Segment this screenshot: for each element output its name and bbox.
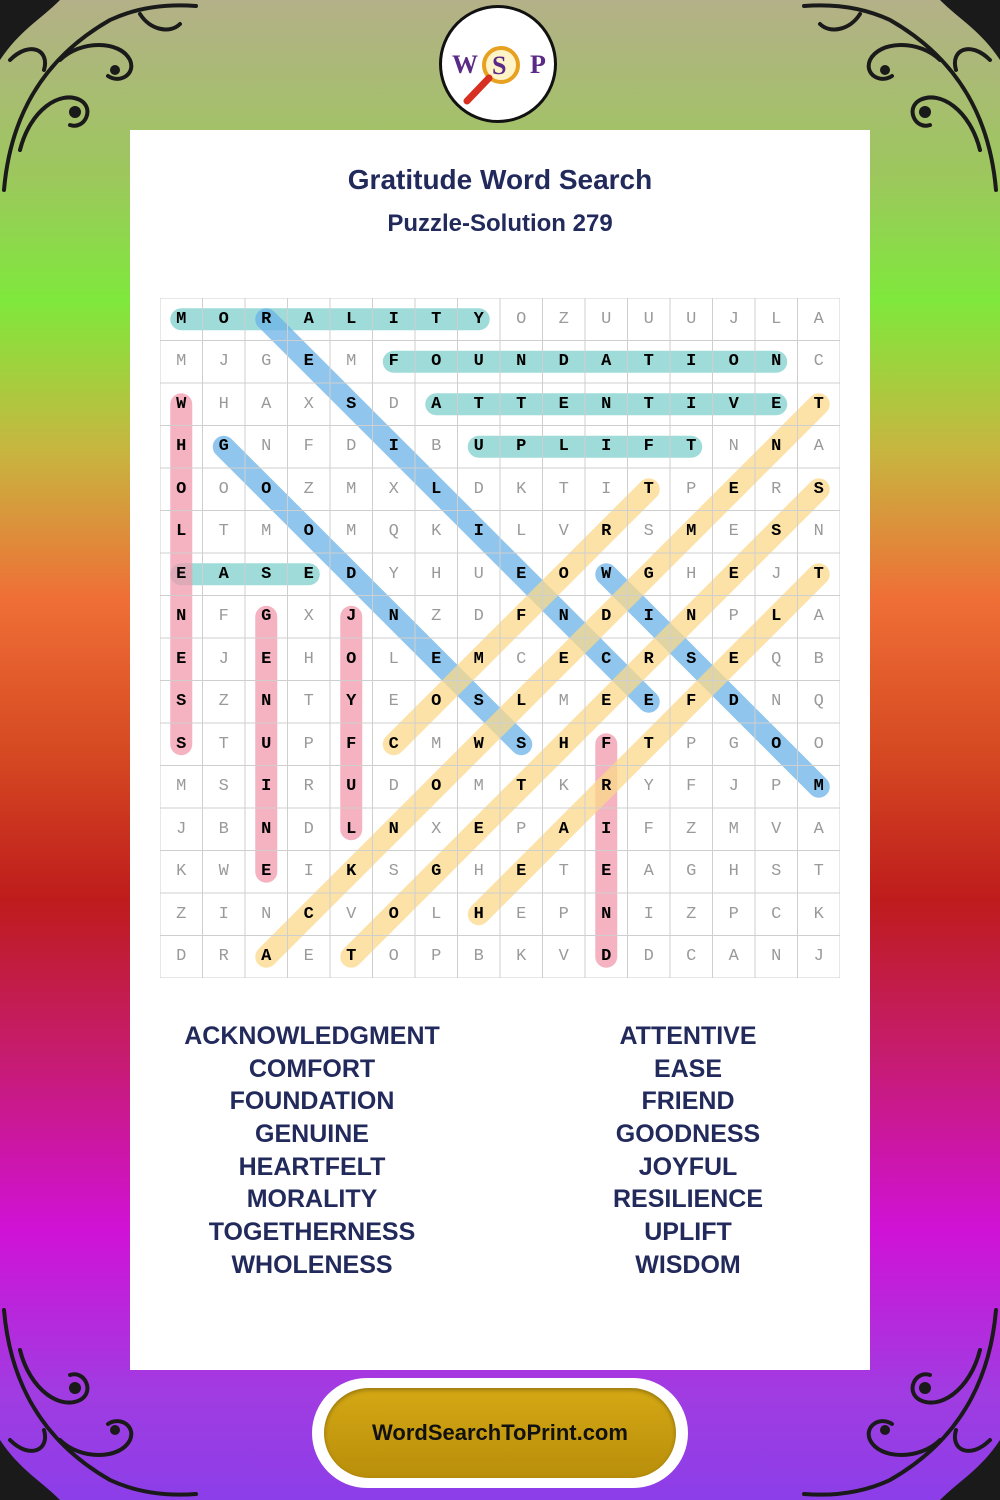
grid-cell[interactable]: T <box>431 309 442 329</box>
grid-cell[interactable]: Z <box>218 692 229 712</box>
grid-cell[interactable]: H <box>431 564 442 584</box>
grid-cell[interactable]: D <box>473 607 484 627</box>
grid-cell[interactable]: U <box>601 309 612 329</box>
grid-cell[interactable]: J <box>813 947 824 967</box>
grid-cell[interactable]: U <box>261 734 272 754</box>
grid-cell[interactable]: F <box>303 437 314 457</box>
grid-cell[interactable]: Q <box>771 649 782 669</box>
grid-cell[interactable]: I <box>388 309 399 329</box>
word-list-right <box>528 1020 848 1282</box>
grid-cell[interactable]: N <box>686 607 697 627</box>
grid-cell[interactable]: I <box>473 522 484 542</box>
grid-cell[interactable]: U <box>473 564 484 584</box>
grid-cell[interactable]: C <box>813 352 824 372</box>
grid-cell[interactable]: E <box>176 649 187 669</box>
word-search-grid <box>160 298 840 978</box>
grid-cell[interactable]: S <box>643 522 654 542</box>
grid-cell[interactable]: T <box>473 394 484 414</box>
grid-cell[interactable]: W <box>218 862 229 882</box>
grid-cell[interactable]: U <box>346 777 357 797</box>
word-list-item: COMFORT <box>248 1054 376 1083</box>
grid-cell[interactable]: N <box>771 947 782 967</box>
grid-cell[interactable]: O <box>218 479 229 499</box>
logo-letter-p: P <box>530 50 546 79</box>
grid-cell[interactable]: Z <box>303 479 314 499</box>
grid-cell[interactable]: J <box>728 777 739 797</box>
grid-cell[interactable]: Y <box>473 309 484 329</box>
grid-cell[interactable]: Z <box>431 607 442 627</box>
grid-cell[interactable]: T <box>516 777 527 797</box>
grid-cell[interactable]: T <box>643 394 654 414</box>
grid-cell[interactable]: E <box>558 394 569 414</box>
grid-cell[interactable]: A <box>813 437 824 457</box>
grid-cell[interactable]: D <box>346 437 357 457</box>
grid-cell[interactable]: M <box>813 777 824 797</box>
grid-cell[interactable]: D <box>388 777 399 797</box>
grid-cell[interactable]: A <box>813 607 824 627</box>
grid-cell[interactable]: L <box>771 309 782 329</box>
grid-cell[interactable]: N <box>261 692 272 712</box>
grid-cell[interactable]: S <box>473 692 484 712</box>
grid-cell[interactable]: K <box>176 862 187 882</box>
grid-cell[interactable]: H <box>176 437 187 457</box>
grid-cell[interactable]: M <box>346 352 357 372</box>
grid-cell[interactable]: I <box>303 862 314 882</box>
grid-cell[interactable]: L <box>388 649 399 669</box>
grid-cell[interactable]: A <box>643 862 654 882</box>
grid-cell[interactable]: M <box>176 352 187 372</box>
grid-cell[interactable]: B <box>813 649 824 669</box>
grid-cell[interactable]: G <box>643 564 654 584</box>
logo-letter-w: W <box>452 50 478 79</box>
page-title: Gratitude Word Search <box>347 164 653 195</box>
grid-cell[interactable]: E <box>516 904 527 924</box>
grid-cell[interactable]: Z <box>686 819 697 839</box>
grid-cell[interactable]: M <box>176 309 187 329</box>
grid-cell[interactable]: J <box>218 352 229 372</box>
grid-cell[interactable]: M <box>261 522 272 542</box>
grid-cell[interactable]: H <box>473 904 484 924</box>
grid-cell[interactable]: S <box>771 522 782 542</box>
grid-cell[interactable]: F <box>346 734 357 754</box>
grid-cell[interactable]: M <box>176 777 187 797</box>
grid-cell[interactable]: A <box>261 394 272 414</box>
grid-cell[interactable]: L <box>771 607 782 627</box>
grid-cell[interactable]: Y <box>346 692 357 712</box>
grid-letters <box>160 298 840 978</box>
grid-cell[interactable]: E <box>176 564 187 584</box>
grid-cell[interactable]: E <box>558 649 569 669</box>
grid-cell[interactable]: I <box>686 352 697 372</box>
grid-cell[interactable]: T <box>218 522 229 542</box>
grid-cell[interactable]: T <box>346 947 357 967</box>
word-list-item: ACKNOWLEDGMENT <box>184 1022 440 1050</box>
grid-cell[interactable]: H <box>473 862 484 882</box>
grid-cell[interactable]: T <box>516 394 527 414</box>
grid-cell[interactable]: P <box>303 734 314 754</box>
grid-cell[interactable]: A <box>218 564 229 584</box>
grid-cell[interactable]: O <box>388 904 399 924</box>
grid-cell[interactable]: P <box>431 947 442 967</box>
grid-cell[interactable]: L <box>516 692 527 712</box>
grid-cell[interactable]: A <box>431 394 442 414</box>
grid-cell[interactable]: M <box>473 777 484 797</box>
grid-cell[interactable]: T <box>813 862 824 882</box>
grid-cell[interactable]: T <box>686 437 697 457</box>
grid-cell[interactable]: O <box>303 522 314 542</box>
grid-cell[interactable]: E <box>431 649 442 669</box>
grid-cell[interactable]: F <box>643 437 654 457</box>
grid-cell[interactable]: I <box>261 777 272 797</box>
grid-cell[interactable]: I <box>601 819 612 839</box>
grid-cell[interactable]: O <box>813 734 824 754</box>
grid-cell[interactable]: J <box>176 819 187 839</box>
grid-cell[interactable]: I <box>643 904 654 924</box>
grid-cell[interactable]: R <box>261 309 272 329</box>
grid-cell[interactable]: C <box>601 649 612 669</box>
grid-cell[interactable]: E <box>303 564 314 584</box>
grid-cell[interactable]: V <box>346 904 357 924</box>
grid-cell[interactable]: O <box>516 309 527 329</box>
grid-cell[interactable]: O <box>728 352 739 372</box>
wsp-logo[interactable] <box>439 5 557 123</box>
grid-cell[interactable]: O <box>771 734 782 754</box>
grid-cell[interactable]: S <box>176 734 187 754</box>
grid-cell[interactable]: C <box>686 947 697 967</box>
grid-cell[interactable]: N <box>176 607 187 627</box>
grid-cell[interactable]: H <box>728 862 739 882</box>
grid-cell[interactable]: X <box>388 479 399 499</box>
word-list-item: GOODNESS <box>615 1120 761 1149</box>
grid-cell[interactable]: E <box>771 394 782 414</box>
grid-cell[interactable]: V <box>558 522 569 542</box>
grid-cell[interactable]: I <box>601 479 612 499</box>
grid-cell[interactable]: O <box>431 692 442 712</box>
grid-cell[interactable]: G <box>261 607 272 627</box>
grid-cell[interactable]: S <box>218 777 229 797</box>
grid-cell[interactable]: H <box>558 734 569 754</box>
grid-cell[interactable]: E <box>728 564 739 584</box>
grid-cell[interactable]: Z <box>176 904 187 924</box>
grid-cell[interactable]: A <box>303 309 314 329</box>
grid-cell[interactable]: L <box>431 479 442 499</box>
word-list-item: UPLIFT <box>644 1218 732 1247</box>
grid-cell[interactable]: N <box>261 819 272 839</box>
grid-cell[interactable]: C <box>516 649 527 669</box>
grid-cell[interactable]: C <box>303 904 314 924</box>
grid-cell[interactable]: K <box>558 777 569 797</box>
grid-cell[interactable]: D <box>558 352 569 372</box>
grid-cell[interactable]: Z <box>686 904 697 924</box>
grid-cell[interactable]: P <box>686 479 697 499</box>
grid-cell[interactable]: T <box>303 692 314 712</box>
word-list-item: WHOLENESS <box>231 1250 393 1279</box>
grid-cell[interactable]: O <box>176 479 187 499</box>
grid-cell[interactable]: L <box>431 904 442 924</box>
grid-cell[interactable]: B <box>218 819 229 839</box>
grid-cell[interactable]: L <box>516 522 527 542</box>
grid-cell[interactable]: R <box>601 522 612 542</box>
grid-cell[interactable]: E <box>728 479 739 499</box>
grid-cell[interactable]: U <box>686 309 697 329</box>
grid-cell[interactable]: S <box>686 649 697 669</box>
grid-cell[interactable]: T <box>643 479 654 499</box>
grid-cell[interactable]: B <box>473 947 484 967</box>
grid-cell[interactable]: K <box>516 479 527 499</box>
grid-cell[interactable]: D <box>303 819 314 839</box>
grid-cell[interactable]: N <box>261 904 272 924</box>
grid-cell[interactable]: A <box>558 819 569 839</box>
grid-cell[interactable]: E <box>601 692 612 712</box>
grid-cell[interactable]: S <box>346 394 357 414</box>
grid-cell[interactable]: O <box>431 777 442 797</box>
grid-cell[interactable]: X <box>303 394 314 414</box>
grid-cell[interactable]: Y <box>643 777 654 797</box>
grid-cell[interactable]: D <box>643 947 654 967</box>
grid-cell[interactable]: F <box>686 692 697 712</box>
grid-cell[interactable]: D <box>346 564 357 584</box>
grid-cell[interactable]: A <box>813 819 824 839</box>
word-list-item: TOGETHERNESS <box>208 1218 416 1247</box>
grid-cell[interactable]: N <box>771 352 782 372</box>
grid-cell[interactable]: M <box>686 522 697 542</box>
grid-cell[interactable]: E <box>728 522 739 542</box>
grid-cell[interactable]: Y <box>388 564 399 584</box>
grid-cell[interactable]: A <box>728 947 739 967</box>
word-list-item: WISDOM <box>635 1250 741 1279</box>
grid-cell[interactable]: F <box>218 607 229 627</box>
grid-cell[interactable]: P <box>516 819 527 839</box>
grid-cell[interactable]: A <box>261 947 272 967</box>
grid-cell[interactable]: K <box>346 862 357 882</box>
grid-cell[interactable]: U <box>473 437 484 457</box>
grid-cell[interactable]: F <box>388 352 399 372</box>
grid-cell[interactable]: G <box>261 352 272 372</box>
grid-cell[interactable]: L <box>346 309 357 329</box>
grid-cell[interactable]: N <box>728 437 739 457</box>
grid-cell[interactable]: J <box>771 564 782 584</box>
grid-cell[interactable]: Q <box>388 522 399 542</box>
grid-cell[interactable]: M <box>473 649 484 669</box>
grid-cell[interactable]: M <box>558 692 569 712</box>
word-list-item: RESILIENCE <box>612 1185 764 1214</box>
grid-cell[interactable]: J <box>728 309 739 329</box>
grid-cell[interactable]: T <box>558 479 569 499</box>
word-list-item: FOUNDATION <box>229 1087 395 1116</box>
grid-cell[interactable]: C <box>771 904 782 924</box>
grid-cell[interactable]: O <box>558 564 569 584</box>
grid-cell[interactable]: U <box>473 352 484 372</box>
grid-cell[interactable]: S <box>516 734 527 754</box>
grid-cell[interactable]: I <box>218 904 229 924</box>
grid-cell[interactable]: M <box>728 819 739 839</box>
grid-cell[interactable]: S <box>176 692 187 712</box>
grid-cell[interactable]: N <box>771 437 782 457</box>
grid-cell[interactable]: Z <box>558 309 569 329</box>
grid-cell[interactable]: T <box>643 734 654 754</box>
grid-cell[interactable]: J <box>346 607 357 627</box>
grid-cell[interactable]: S <box>388 862 399 882</box>
grid-cell[interactable]: J <box>218 649 229 669</box>
grid-cell[interactable]: N <box>516 352 527 372</box>
grid-cell[interactable]: D <box>176 947 187 967</box>
grid-cell[interactable]: U <box>643 309 654 329</box>
grid-cell[interactable]: R <box>771 479 782 499</box>
word-list-item: GENUINE <box>255 1120 369 1149</box>
grid-cell[interactable]: L <box>176 522 187 542</box>
word-list-item: HEARTFELT <box>238 1152 386 1181</box>
grid-cell[interactable]: N <box>601 394 612 414</box>
grid-cell[interactable]: F <box>516 607 527 627</box>
grid-cell[interactable]: E <box>261 862 272 882</box>
grid-cell[interactable]: P <box>728 607 739 627</box>
grid-cell[interactable]: L <box>558 437 569 457</box>
page-subtitle: Puzzle-Solution 279 <box>387 210 613 237</box>
grid-cell[interactable]: G <box>431 862 442 882</box>
logo-letter-s: S <box>492 51 507 80</box>
grid-cell[interactable]: F <box>643 819 654 839</box>
grid-cell[interactable]: E <box>303 352 314 372</box>
grid-cell[interactable]: H <box>303 649 314 669</box>
grid-cell[interactable]: S <box>813 479 824 499</box>
word-list-item: FRIEND <box>641 1087 735 1116</box>
grid-cell[interactable]: O <box>388 947 399 967</box>
grid-cell[interactable]: K <box>813 904 824 924</box>
grid-cell[interactable]: E <box>728 649 739 669</box>
grid-cell[interactable]: T <box>813 564 824 584</box>
grid-cell[interactable]: E <box>303 947 314 967</box>
grid-cell[interactable]: T <box>813 394 824 414</box>
grid-cell[interactable]: S <box>261 564 272 584</box>
grid-cell[interactable]: P <box>516 437 527 457</box>
grid-cell[interactable]: E <box>388 692 399 712</box>
grid-cell[interactable]: F <box>601 734 612 754</box>
word-list-item: ATTENTIVE <box>619 1022 757 1050</box>
grid-cell[interactable]: I <box>601 437 612 457</box>
grid-cell[interactable]: K <box>516 947 527 967</box>
grid-cell[interactable]: P <box>686 734 697 754</box>
grid-cell[interactable]: R <box>218 947 229 967</box>
grid-cell[interactable]: N <box>771 692 782 712</box>
grid-cell[interactable]: T <box>558 862 569 882</box>
grid-cell[interactable]: M <box>431 734 442 754</box>
grid-cell[interactable]: H <box>686 564 697 584</box>
grid-cell[interactable]: N <box>388 819 399 839</box>
word-list-left <box>152 1020 472 1282</box>
grid-cell[interactable]: W <box>176 394 187 414</box>
grid-cell[interactable]: I <box>388 437 399 457</box>
grid-cell[interactable]: T <box>218 734 229 754</box>
grid-cell[interactable]: E <box>473 819 484 839</box>
grid-cell[interactable]: X <box>431 819 442 839</box>
grid-cell[interactable]: E <box>516 862 527 882</box>
grid-cell[interactable]: O <box>218 309 229 329</box>
grid-cell[interactable]: W <box>473 734 484 754</box>
grid-cell[interactable]: N <box>601 904 612 924</box>
grid-cell[interactable]: B <box>431 437 442 457</box>
grid-cell[interactable]: V <box>728 394 739 414</box>
grid-cell[interactable]: N <box>558 607 569 627</box>
grid-cell[interactable]: R <box>601 777 612 797</box>
grid-cell[interactable]: E <box>643 692 654 712</box>
grid-cell[interactable]: Q <box>813 692 824 712</box>
grid-cell[interactable]: O <box>261 479 272 499</box>
grid-cell[interactable]: P <box>771 777 782 797</box>
grid-cell[interactable]: S <box>771 862 782 882</box>
word-list-item: MORALITY <box>246 1185 378 1214</box>
grid-cell[interactable]: D <box>728 692 739 712</box>
grid-cell[interactable]: E <box>261 649 272 669</box>
grid-cell[interactable]: G <box>728 734 739 754</box>
grid-cell[interactable]: O <box>346 649 357 669</box>
grid-cell[interactable]: G <box>218 437 229 457</box>
grid-cell[interactable]: V <box>558 947 569 967</box>
grid-cell[interactable]: C <box>388 734 399 754</box>
grid-cell[interactable]: P <box>728 904 739 924</box>
grid-cell[interactable]: T <box>643 352 654 372</box>
grid-cell[interactable]: D <box>473 479 484 499</box>
grid-cell[interactable]: E <box>516 564 527 584</box>
grid-cell[interactable]: N <box>261 437 272 457</box>
grid-cell[interactable]: N <box>813 522 824 542</box>
grid-cell[interactable]: R <box>643 649 654 669</box>
grid-cell[interactable]: K <box>431 522 442 542</box>
grid-cell[interactable]: D <box>388 394 399 414</box>
grid-cell[interactable]: F <box>686 777 697 797</box>
grid-cell[interactable]: R <box>303 777 314 797</box>
grid-cell[interactable]: D <box>601 607 612 627</box>
grid-cell[interactable]: O <box>431 352 442 372</box>
grid-cell[interactable]: A <box>813 309 824 329</box>
grid-cell[interactable]: L <box>346 819 357 839</box>
word-list-item: EASE <box>653 1054 723 1083</box>
grid-cell[interactable]: N <box>388 607 399 627</box>
word-list-item: JOYFUL <box>638 1152 738 1181</box>
grid-cell[interactable]: P <box>558 904 569 924</box>
grid-cell[interactable]: E <box>601 862 612 882</box>
grid-cell[interactable]: V <box>771 819 782 839</box>
grid-cell[interactable]: M <box>346 479 357 499</box>
grid-cell[interactable]: I <box>643 607 654 627</box>
grid-cell[interactable]: I <box>686 394 697 414</box>
grid-cell[interactable]: M <box>346 522 357 542</box>
site-link-button[interactable]: WordSearchToPrint.com <box>324 1388 676 1478</box>
grid-cell[interactable]: A <box>601 352 612 372</box>
grid-cell[interactable]: G <box>686 862 697 882</box>
grid-cell[interactable]: W <box>601 564 612 584</box>
grid-cell[interactable]: X <box>303 607 314 627</box>
grid-cell[interactable]: D <box>601 947 612 967</box>
grid-cell[interactable]: H <box>218 394 229 414</box>
